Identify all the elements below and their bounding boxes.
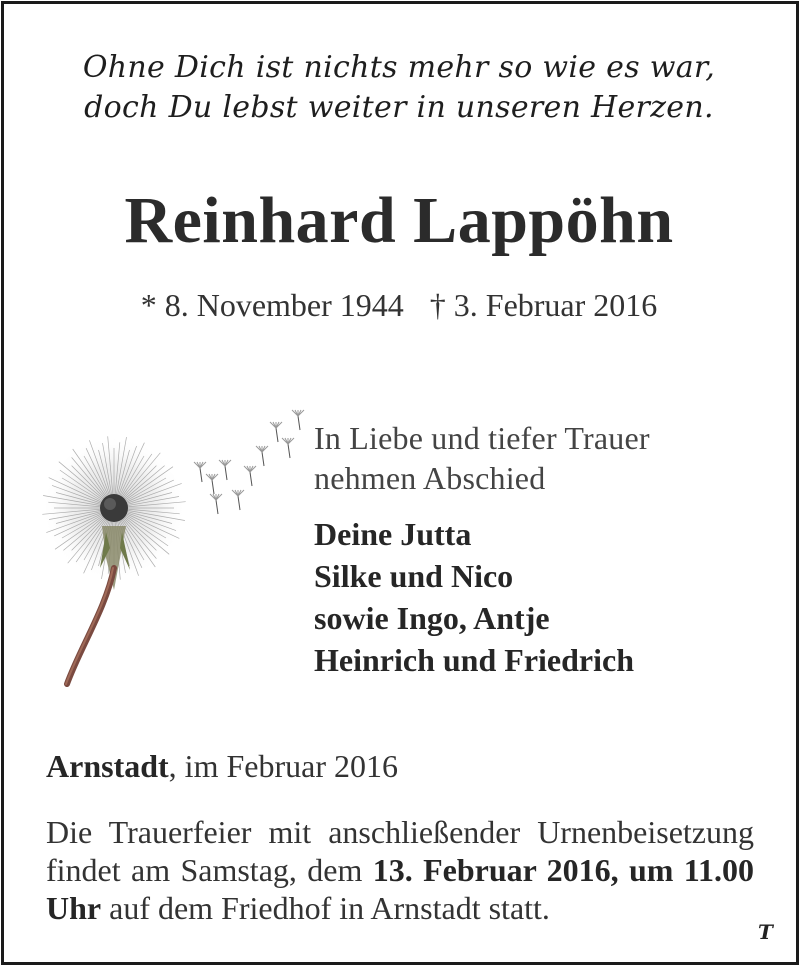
- birth-date: * 8. November 1944: [140, 287, 404, 323]
- deceased-name: Reinhard Lappöhn: [124, 184, 674, 257]
- life-dates: [0, 287, 798, 324]
- publisher-mark: T: [758, 920, 773, 944]
- place-city: Arnstadt: [46, 748, 169, 784]
- dandelion-image: [40, 408, 310, 688]
- mourning-line-1: In Liebe und tiefer Trauer: [314, 420, 650, 456]
- funeral-date: 13. Februar 2016, um 11.00 Uhr: [46, 852, 754, 926]
- funeral-notice: [46, 813, 754, 927]
- mourning-line-2: nehmen Abschied: [314, 460, 546, 496]
- funeral-text-2: auf dem Friedhof in Arnstadt statt.: [101, 890, 550, 926]
- funeral-text-1: Die Trauerfeier mit anschließender Urnenbeisetzung findet am Samstag, dem: [46, 814, 754, 888]
- mourner-1: Deine Jutta: [314, 516, 472, 552]
- mourner-2: Silke und Nico: [314, 558, 514, 594]
- mourner-4: Heinrich und Friedrich: [314, 642, 634, 678]
- death-date: † 3. Februar 2016: [429, 287, 658, 323]
- motto-line-2: doch Du lebst weiter in unseren Herzen.: [84, 90, 714, 125]
- mourning-text: [314, 418, 650, 498]
- place-month: , im Februar 2016: [168, 748, 398, 784]
- mourners-list: [314, 513, 634, 681]
- place-date: [46, 748, 398, 785]
- motto-line-1: Ohne Dich ist nichts mehr so wie es war,: [82, 50, 716, 85]
- mourner-3: sowie Ingo, Antje: [314, 600, 550, 636]
